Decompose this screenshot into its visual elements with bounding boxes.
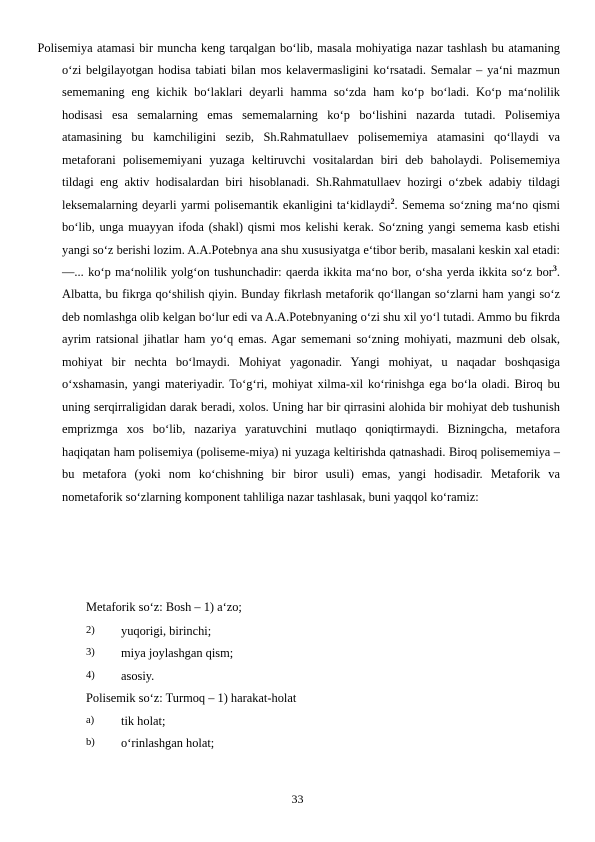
paragraph-text-1: Polisemiya atamasi bir muncha keng tarqalgan bo‘lib, masala mohiyatiga nazar tashlash bu atamaning o‘zi belgilayotgan hodisa tabiati bilan mos kelavermasligini ko‘rsatadi. Semalar – ya‘ni mazmun sememaning eng kichik bo‘laklari deyarli hamma so‘zda ham ko‘p bo‘ladi. Ko‘p ma‘nolilik hodisasi esa semalarning emas sememalarning ko‘p bo‘lishini nazarda tutadi. Polisemiya atamasining bu kamchiligini sezib, Sh.Rahmatullaev polisememiya atamasini qo‘llaydi va metaforani polisememiyani yuzaga keltiruvchi vositalardan biri deb baholaydi. Polisememiya tildagi eng aktiv hodisalardan biri hisoblanadi. Sh.Rahmatullaev hozirgi o‘zbek adabiy tildagi leksemalarning deyarli yarmi polisemantik ekanligini ta‘kidlaydi <box>37 40 560 212</box>
footnote-ref-2[interactable]: 2 <box>390 196 395 206</box>
paragraph-text-3: . Albatta, bu fikrga qo‘shilish qiyin. Bunday fikrlash metaforik qo‘llangan so‘zlarni ham yangi so‘z deb nomlashga olib kelgan bo‘lur edi va A.A.Potebnyaning o‘zi shu xil yo‘l tutadi. Ammo bu fikrda ayrim ratsional jihatlar ham yo‘q emas. Agar sememani so‘zning mohiyati, mazmuni deb olsak, mohiyat bir nechta bo‘lmaydi. Mohiyat yagonadir. Yangi mohiyat, u naqadar boshqasiga o‘xshamasin, yangi materiyadir. To‘g‘ri, mohiyat xilma-xil ko‘rinishga ega bo‘la oladi. Biroq bu uning serqirraligidan darak beradi, xolos. Uning har bir qirrasini alohida bir mohiyat deb tushunish emprizmga xos bo‘lib, nazariya yaratuvchini mutlaqo qoniqtirmaydi. Bizningcha, metafora haqiqatan ham polisemiya (poliseme-miya) ni yuzaga keltirishda qatnashadi. Biroq polisememiya – bu metafora (yoki nom ko‘chishning bir biror usuli) emas, yangi hodisadir. Metaforik va nometaforik so‘zlarning komponent tahliliga nazar tashlasak, buni yaqqol ko‘ramiz: <box>62 265 560 504</box>
list-item-number: 2) <box>86 624 95 636</box>
polysemic-word-heading: Polisemik so‘z: Turmoq – 1) harakat-holat <box>86 691 297 705</box>
footnote-ref-3[interactable]: 3 <box>552 263 557 273</box>
metaphoric-word-heading: Metaforik so‘z: Bosh – 1) a‘zo; <box>86 600 242 614</box>
list-item-number: 3) <box>86 647 95 658</box>
list-item-letter: b) <box>86 737 95 748</box>
body-paragraph <box>37 37 560 509</box>
paragraph-text-2: . Semema so‘zning ma‘no qismi bo‘lib, unga muayyan ifoda (shakl) qismi mos kelishi kerak. So‘zning yangi semema kasb etishi yangi so‘z berishi lozim. A.A.Potebnya ana shu xususiyatga e‘tibor berib, masalani keskin xal etadi: ―... ko‘p ma‘nolilik yolg‘on tushunchadir: qaerda ikkita ma‘no bor, o‘sha yerda ikkita so‘z bor <box>62 197 560 280</box>
list-item-text: o‘rinlashgan holat; <box>121 736 215 750</box>
page-number: 33 <box>291 792 304 806</box>
list-item-text: tik holat; <box>121 713 166 728</box>
list-item-letter: a) <box>86 714 95 726</box>
list-item-text: miya joylashgan qism; <box>121 646 234 660</box>
list-item-text: yuqorigi, birinchi; <box>121 623 212 638</box>
list-item-text: asosiy. <box>121 668 155 683</box>
list-item-number: 4) <box>86 669 95 681</box>
